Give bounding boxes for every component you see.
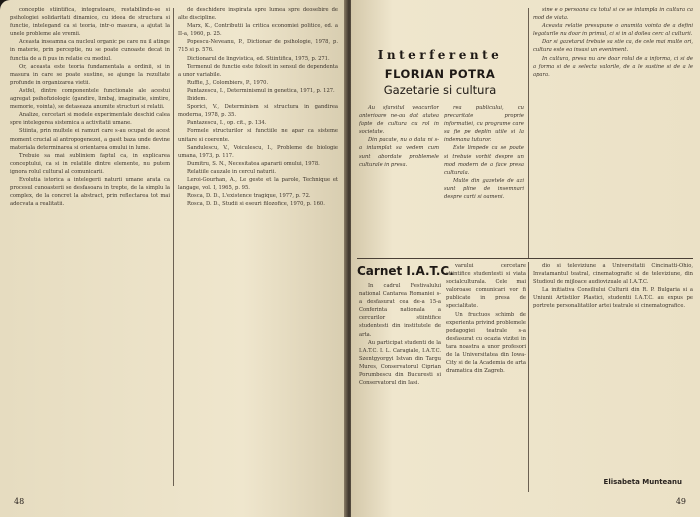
footnote: Ibidem. — [187, 96, 207, 103]
paragraph: Aceasta inseamna ca nucleul organic pe care nu il atinge in materie, prin perceptie, nu se poate cunoaste decat in functia de a fi pus in relatie cu mediul. — [10, 39, 170, 62]
footnote: Dictionarul de lingvistica, ed. Stiintifica, 1975, p. 271. — [187, 55, 330, 62]
paragraph: Un fructuos schimb de experienta privind problemele pedagogiei teatrale s-a desfasurat cu ocazia vizitei in tara noastra a unor profesori de la Universitatea din Iowa-City si de la Academia de arta dramatica din Zagreb. — [446, 311, 526, 375]
footnote: Sandulescu, V., Voiculescu, I., Probleme de biologie umana, 1973, p. 117. — [178, 144, 338, 159]
article-lead-column-1 — [359, 104, 439, 254]
footnote: Dumitru, S. N., Necesitatea apararii omului, 1978. — [187, 160, 320, 167]
left-page — [0, 0, 347, 517]
footnote: Termenul de functie este folosit in sensul de dependenta a unor variabile. — [178, 63, 338, 78]
footnote: Popescu-Neveanu, P., Dictionar de psihologie, 1978, p. 715 si p. 576. — [178, 39, 338, 54]
paragraph: Au participat studenti de la I.A.T.C. I. L. Caragiale, I.A.T.C. Szentgyorgyi Istvan din Targu Mures, Conservatorul Ciprian Porumbescu din Bucuresti si Conservatorul din Iasi. — [359, 339, 441, 387]
column-divider — [173, 8, 174, 486]
paragraph: Analize, cercetari si modele experimentale deschid calea spre intelegerea sistemica a activitatii umane. — [10, 112, 170, 127]
author-signature: Elisabeta Munteanu — [603, 478, 682, 486]
paragraph: Multe din gazetele de azi sunt pline de insemnari despre carti si oameni. — [444, 177, 524, 201]
article-author: FLORIAN POTRA — [384, 67, 496, 81]
paragraph: In cadrul Festivalului national Cantarea Romaniei s-a desfasurat cea de-a 15-a Conferinta nationala a cercurilor stiintifice studentesti din institutele de arta. — [359, 283, 441, 338]
section-divider — [357, 258, 693, 259]
footnote: Formele structurilor si functiile ne apar ca sisteme unitare si coerente. — [178, 128, 338, 143]
paragraph: In cultura, presa nu are doar rolul de a informa, ci si de a forma si de a selecta valorile, de a le sustine si de a le apara. — [533, 55, 693, 78]
carnet-column-3 — [533, 262, 693, 474]
section-kicker: Interferente — [377, 48, 503, 62]
paragraph: Dar si gazetarul trebuie sa stie ca, de cele mai multe ori, cultura este ea insasi un eveniment. — [533, 39, 693, 54]
paragraph: Au sfarsitul veacurilor anterioare ne-au dat atatea fapte de cultura cu rol in societate. — [359, 105, 439, 136]
paragraph: dio si televiziune a Universitatii Cincinatti-Ohio, Invatamantul teatral, cinematografic si de televiziune, din Studioul de mijloace audiovizuale al I.A.T.C. — [533, 263, 693, 286]
paragraph: Aceasta relatie presupune o anumita vointa de a defini legaturile nu doar in primul, ci si in al doilea cerc al culturii. — [533, 23, 693, 38]
footnote: Pantazescu, I., op. cit., p. 134. — [187, 120, 267, 127]
right-page — [351, 0, 700, 517]
paragraph: Stiinta, prin multele ei ramuri care s-au ocupat de acest moment crucial al antropogenezei, a gasit baza unde devine materiala determinarea si orientarea omului in lume. — [10, 128, 170, 151]
paragraph: Este limpede ca se poate si trebuie vorbit despre un mod modern de a face presa culturala. — [444, 145, 524, 176]
paragraph: sine e o persoana cu totul si ce se intampla in cultura ca mod de viata. — [533, 7, 693, 22]
footnote: Leroi-Gourhan, A., Le geste et la parole, Technique et langage, vol. I, 1965, p. 95. — [178, 176, 338, 192]
footnote: Marx, K., Contributii la critica economiei politice, ed. a II-a, 1960, p. 25. — [178, 23, 338, 38]
paragraph: Evolutia istorica a intelegerii naturii umane arata ca procesul cunoasterii se desfasoara in trepte, de la simplu la complex, de la concret la abstract, prin reflectarea tot mai adecvata a realitatii. — [10, 176, 170, 208]
page-number-right: 49 — [675, 497, 686, 506]
carnet-column-2 — [446, 262, 526, 492]
footnote: de deschidere inspirata spre lumea spre deosebire de alte discipline. — [178, 7, 338, 22]
article-title: Gazetarie si cultura — [383, 83, 497, 97]
left-column-2-footnotes — [178, 6, 338, 488]
footnote: Rosca, D. D., Studii si eseuri filozofice, 1970, p. 160. — [187, 201, 325, 208]
footnote: Sporici, V., Determinism si structura in gandirea moderna, 1978, p. 35. — [178, 104, 338, 119]
paragraph: rea publicului, cu precaritate proprie informatiei, cu programe care sa fie pe deplin utile si la indemana tuturor. — [444, 105, 524, 144]
column-divider — [528, 262, 529, 492]
article-lead-column-2 — [444, 104, 524, 254]
footnote: Rosca, D. D., L'existence tragique, 1977, p. 72. — [187, 193, 311, 200]
carnet-column-1 — [359, 282, 441, 492]
column-divider — [528, 8, 529, 258]
paragraph: conceptie stiintifica, integratoare, restabilindu-se si psihologiei solidaritati dinamice, cu ideea de structura si functie, intelegand ca si teoria, intr-o masura, a ajutat la unele probleme ale vremii. — [10, 7, 170, 38]
footnote: Relatiile cauzale in cercul naturii. — [187, 168, 277, 175]
page-number-left: 48 — [14, 497, 25, 506]
paragraph: Or, aceasta este teoria fundamentala a ordinii, si in masura in care se poate sustine, se ajunge la rezultate profunde in organizarea vietii. — [10, 63, 170, 86]
footnote: Pantazescu, I., Determinismul in genetica, 1971, p. 127. — [187, 87, 335, 94]
paragraph: varului cercetare stiintifice studentesti si viata socialculturala. Cele mai valoroase comunicari vor fi publicate in presa de specialitate. — [446, 263, 526, 310]
paragraph: Trebuie sa mai subliniem faptul ca, in explicarea conceptului, ca si in relatiile dintre elemente, nu putem ignora rolul cultural al comunicarii. — [10, 152, 170, 175]
paragraph: Astfel, dintre componentele functionale ale acestui agregat psihofiziologic (gandire, limbaj, imaginatie, simtire, memorie, vointa), se detaseaza anumite structuri si relatii. — [10, 87, 170, 111]
left-column-1 — [10, 6, 170, 488]
footnote: Ruffie, J., Colombiers, P., 1970. — [187, 79, 269, 86]
paragraph: La initiativa Consiliului Culturii din R. P. Bulgaria si a Uniunii Artistilor Plastici, studentii I.A.T.C. au expus pe portrete personalitatilor artei teatrale si cinematografice. — [533, 287, 693, 310]
paragraph: Din pacate, nu o data ni s-a intamplat sa vedem cum sunt abordate problemele culturale in presa. — [359, 137, 439, 168]
section-heading-carnet: Carnet I.A.T.C. — [357, 264, 454, 278]
article-column-3 — [533, 6, 693, 256]
